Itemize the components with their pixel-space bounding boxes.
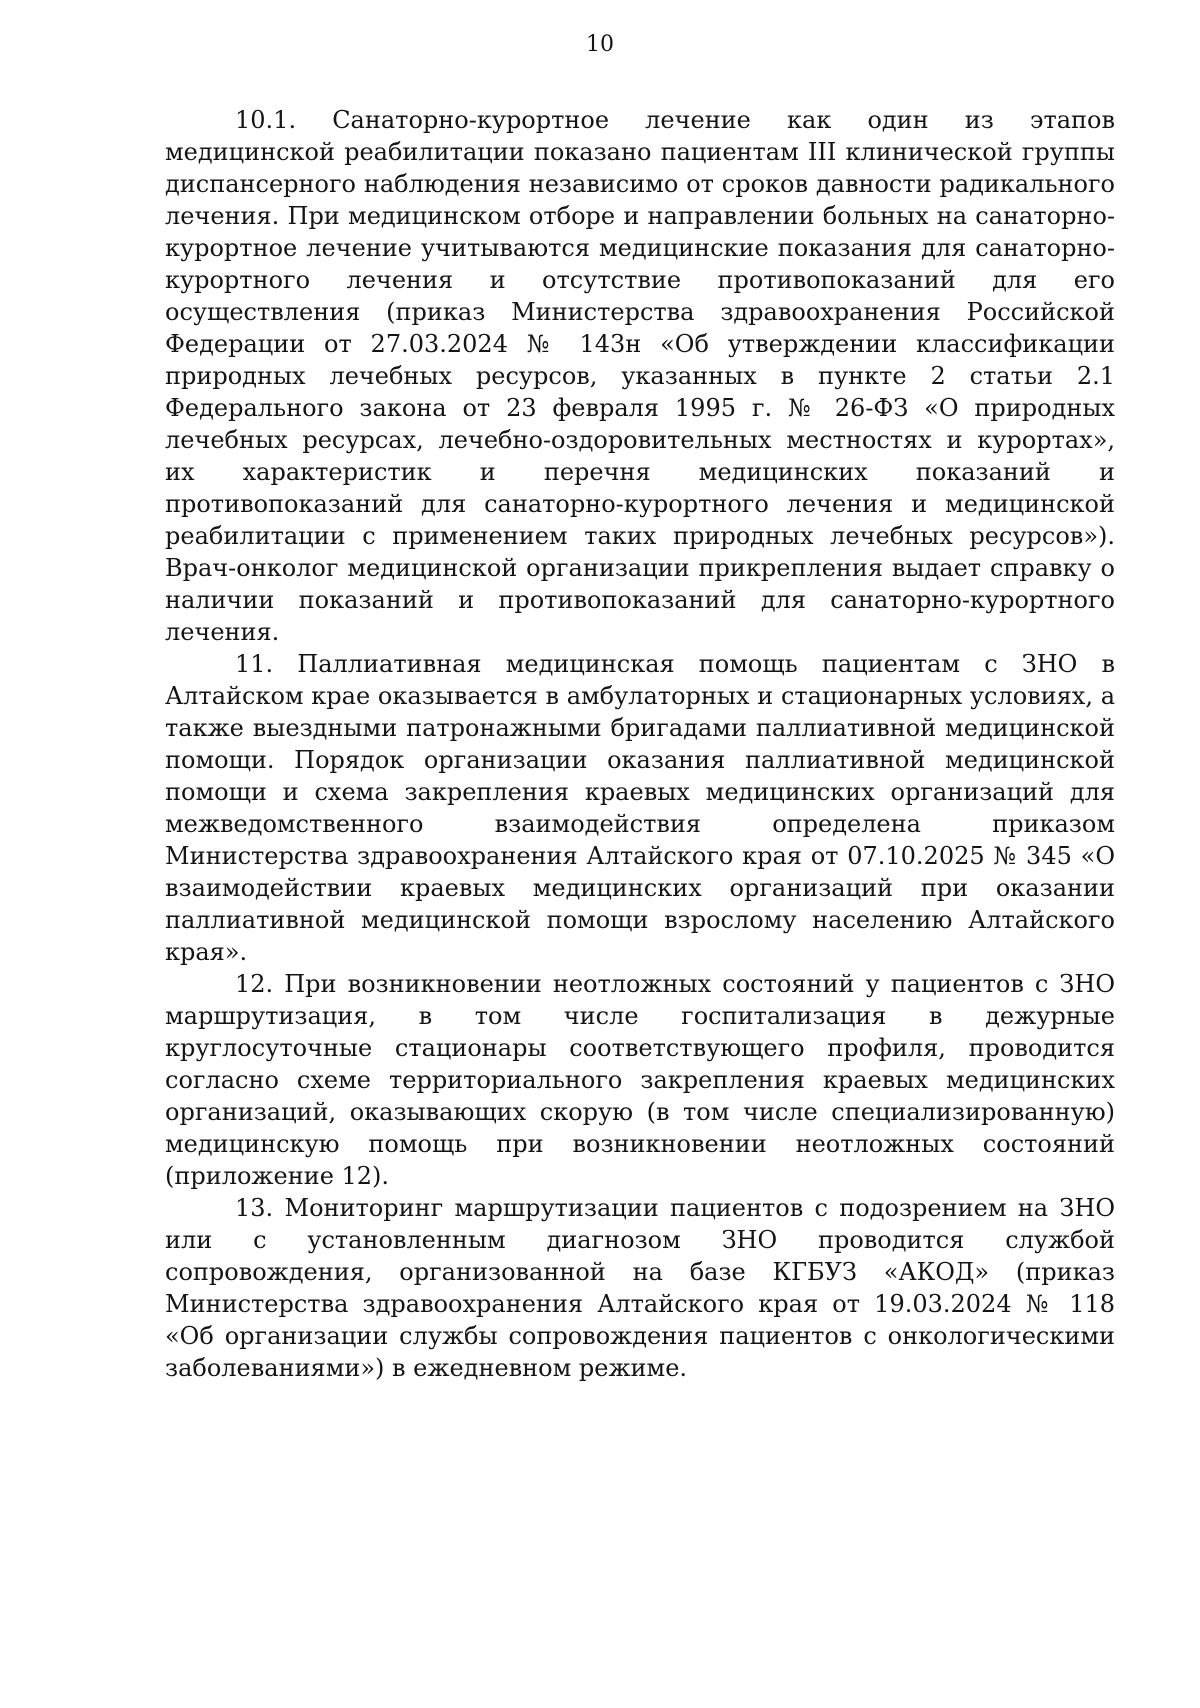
- document-body: [165, 104, 1115, 1384]
- paragraph-10-1: 10.1. Санаторно-курортное лечение как один из этапов медицинской реабилитации показано пациентам III клинической группы диспансерного наблюдения независимо от сроков давности радикального лечения. При медицинском отборе и направлении больных на санаторно-курортное лечение учитываются медицинские показания для санаторно-курортного лечения и отсутствие противопоказаний для его осуществления (приказ Министерства здравоохранения Российской Федерации от 27.03.2024 № 143н «Об утверждении классификации природных лечебных ресурсов, указанных в пункте 2 статьи 2.1 Федерального закона от 23 февраля 1995 г. № 26-ФЗ «О природных лечебных ресурсах, лечебно-оздоровительных местностях и курортах», их характеристик и перечня медицинских показаний и противопоказаний для санаторно-курортного лечения и медицинской реабилитации с применением таких природных лечебных ресурсов»). Врач-онколог медицинской организации прикрепления выдает справку о наличии показаний и противопоказаний для санаторно-курортного лечения.: [165, 106, 1115, 646]
- page-number: 10: [586, 32, 614, 57]
- paragraph-13: 13. Мониторинг маршрутизации пациентов с подозрением на ЗНО или с установленным диагнозом ЗНО проводится службой сопровождения, организованной на базе КГБУЗ «АКОД» (приказ Министерства здравоохранения Алтайского края от 19.03.2024 № 118 «Об организации службы сопровождения пациентов с онкологическими заболеваниями») в ежедневном режиме.: [165, 1194, 1115, 1382]
- paragraph-11: 11. Паллиативная медицинская помощь пациентам с ЗНО в Алтайском крае оказывается в амбулаторных и стационарных условиях, а также выездными патронажными бригадами паллиативной медицинской помощи. Порядок организации оказания паллиативной медицинской помощи и схема закрепления краевых медицинских организаций для межведомственного взаимодействия определена приказом Министерства здравоохранения Алтайского края от 07.10.2025 № 345 «О взаимодействии краевых медицинских организаций при оказании паллиативной медицинской помощи взрослому населению Алтайского края».: [165, 650, 1115, 966]
- paragraph-12: 12. При возникновении неотложных состояний у пациентов с ЗНО маршрутизация, в том числе госпитализация в дежурные круглосуточные стационары соответствующего профиля, проводится согласно схеме территориального закрепления краевых медицинских организаций, оказывающих скорую (в том числе специализированную) медицинскую помощь при возникновении неотложных состояний (приложение 12).: [165, 970, 1115, 1190]
